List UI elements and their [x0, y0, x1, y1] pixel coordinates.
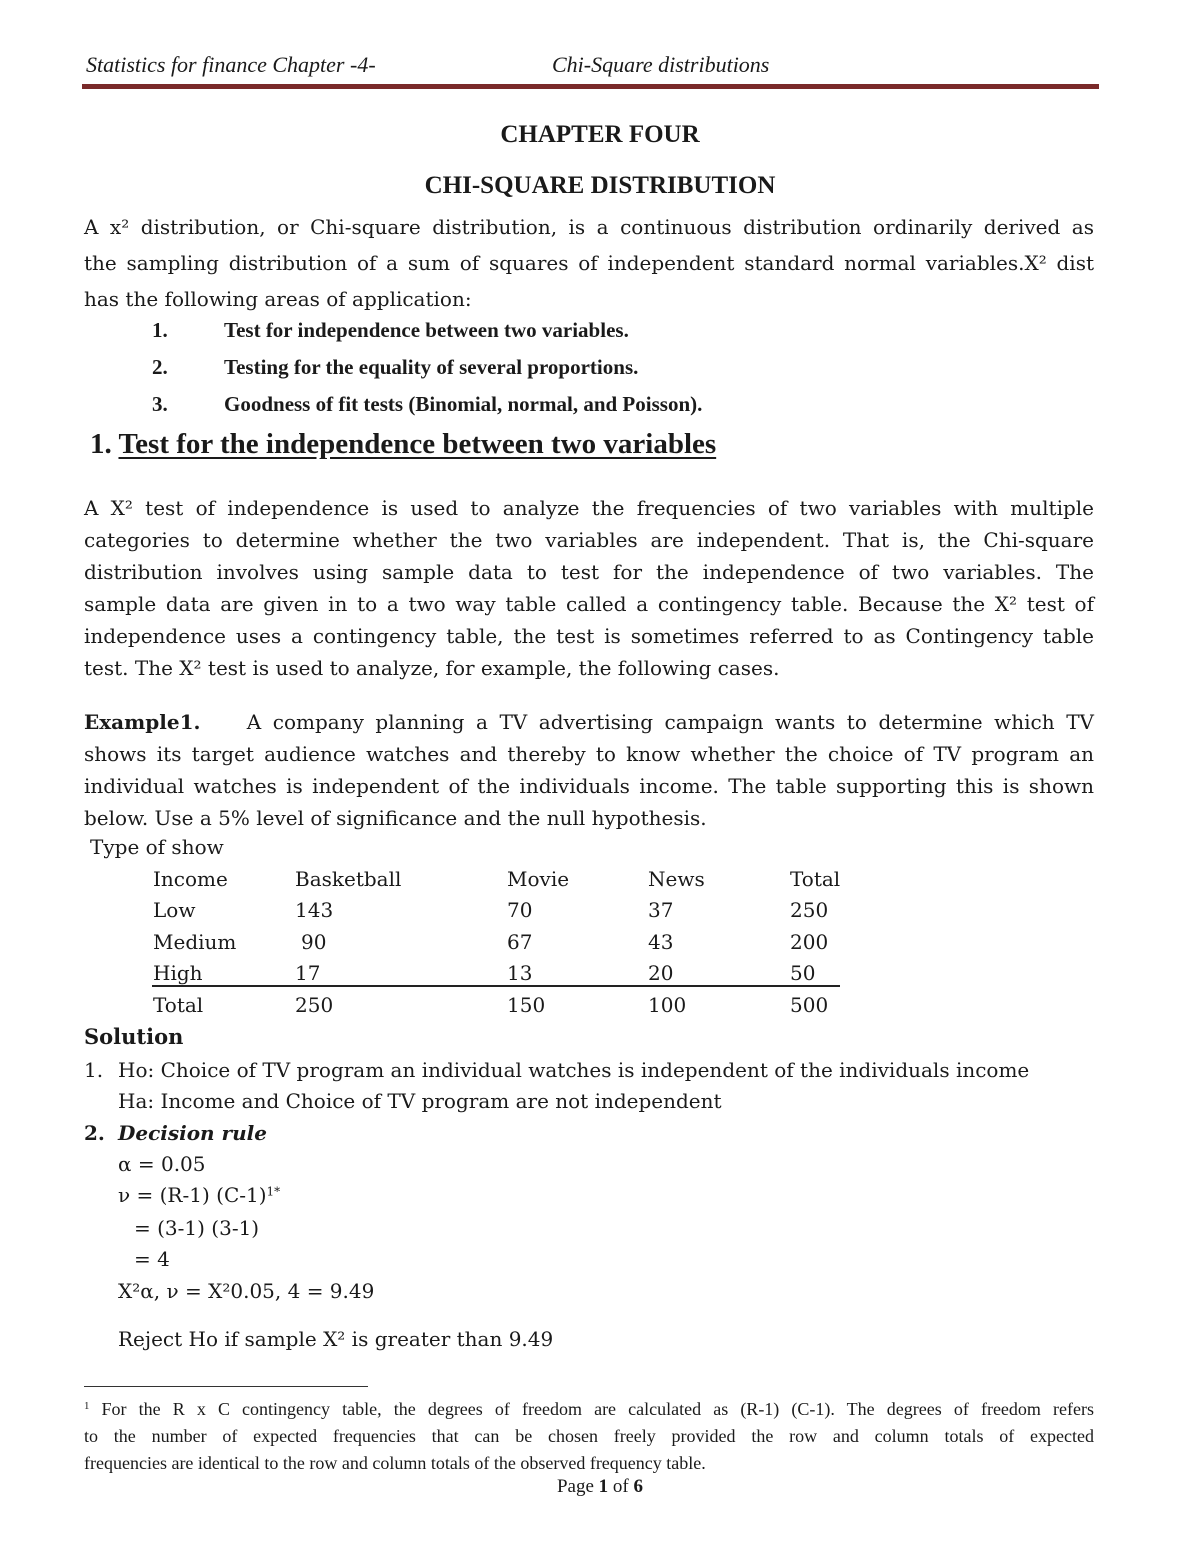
header-rule	[82, 84, 1099, 89]
footnote-marker: 1	[84, 1400, 90, 1413]
chapter-title: CHAPTER FOUR	[500, 121, 700, 148]
page-number	[0, 1476, 1200, 1498]
table-cell: Medium	[153, 930, 237, 954]
step-number: 1.	[84, 1058, 104, 1082]
table-header-movie: Movie	[507, 867, 570, 891]
table-total-rule	[152, 985, 840, 987]
table-cell: 37	[648, 898, 674, 922]
table-cell: 20	[648, 961, 674, 985]
example-text: A company planning a TV advertising campaign wants to determine which TV	[246, 710, 1094, 734]
df-result: = 4	[134, 1247, 170, 1271]
table-cell: 250	[790, 898, 829, 922]
paragraph-line: A X² test of independence is used to analyze the frequencies of two variables with multiple	[84, 496, 1094, 520]
section-heading	[90, 428, 716, 461]
application-item: Testing for the equality of several proportions.	[224, 355, 639, 379]
application-number: 1.	[152, 318, 168, 342]
section-number: 1.	[90, 428, 112, 460]
footnote	[84, 1396, 1094, 1477]
df-substitution: = (3-1) (3-1)	[134, 1216, 260, 1240]
page-prefix: Page	[556, 1476, 594, 1497]
table-cell: 200	[790, 930, 829, 954]
nu-formula: ν = (R-1) (C-1)	[118, 1183, 267, 1207]
example-line: below. Use a 5% level of significance and the null hypothesis.	[84, 806, 707, 830]
paragraph-line: independence uses a contingency table, the test is sometimes referred to as Contingency table	[84, 624, 1094, 648]
table-cell: 150	[507, 993, 546, 1017]
application-number: 2.	[152, 355, 168, 379]
running-header-right: Chi-Square distributions	[552, 52, 770, 77]
example-line-1	[84, 706, 1094, 738]
alternative-hypothesis: Ha: Income and Choice of TV program are not independent	[118, 1089, 722, 1113]
table-cell: High	[153, 961, 203, 985]
page-current: 1	[598, 1476, 609, 1497]
table-cell: 70	[507, 898, 533, 922]
table-header-income: Income	[153, 867, 228, 891]
table-caption: Type of show	[90, 835, 224, 859]
table-header-total: Total	[790, 867, 841, 891]
section-title: Test for the independence between two variables	[118, 428, 717, 460]
paragraph-line: distribution involves using sample data to test for the independence of two variables. The	[84, 560, 1094, 584]
table-cell: 50	[790, 961, 816, 985]
intro-paragraph	[84, 209, 1094, 317]
example-label: Example1.	[84, 710, 201, 734]
application-number: 3.	[152, 392, 168, 416]
rejection-rule: Reject Ho if sample X² is greater than 9.49	[118, 1327, 554, 1351]
page-of: of	[612, 1476, 629, 1497]
table-cell: 43	[648, 930, 674, 954]
footnote-rule	[84, 1386, 368, 1387]
paragraph-line: categories to determine whether the two variables are independent. That is, the Chi-square	[84, 528, 1094, 552]
footnote-line-1	[84, 1396, 1094, 1423]
table-cell: 100	[648, 993, 687, 1017]
table-cell: 250	[295, 993, 334, 1017]
intro-line: A x² distribution, or Chi-square distribution, is a continuous distribution ordinarily derived as	[84, 215, 1094, 239]
paragraph-line: sample data are given in to a two way table called a contingency table. Because the X² test of	[84, 592, 1094, 616]
table-cell: 17	[295, 961, 321, 985]
example-line: shows its target audience watches and thereby to know whether the choice of TV program an	[84, 742, 1094, 766]
table-cell: 67	[507, 930, 533, 954]
degrees-of-freedom	[118, 1183, 280, 1207]
table-cell: 13	[507, 961, 533, 985]
table-cell: 90	[301, 930, 327, 954]
table-header-news: News	[648, 867, 705, 891]
section-paragraph	[84, 492, 1094, 684]
table-header-basketball: Basketball	[295, 867, 402, 891]
chapter-subject: CHI-SQUARE DISTRIBUTION	[424, 172, 776, 199]
critical-value: X²α, ν = X²0.05, 4 = 9.49	[118, 1279, 375, 1303]
intro-line: the sampling distribution of a sum of squares of independent standard normal variables.X² dist	[84, 251, 1094, 275]
example-line: individual watches is independent of the individuals income. The table supporting this is shown	[84, 774, 1094, 798]
footnote-line: to the number of expected frequencies that can be chosen freely provided the row and column totals of expected	[84, 1426, 1094, 1446]
table-cell: 143	[295, 898, 334, 922]
step-number: 2.	[84, 1121, 105, 1145]
alpha-value: α = 0.05	[118, 1152, 206, 1176]
paragraph-line: test. The X² test is used to analyze, for example, the following cases.	[84, 656, 780, 680]
example-paragraph	[84, 706, 1094, 834]
null-hypothesis: Ho: Choice of TV program an individual watches is independent of the individuals income	[118, 1058, 1030, 1082]
table-cell: 500	[790, 993, 829, 1017]
application-item: Goodness of fit tests (Binomial, normal, and Poisson).	[224, 392, 703, 416]
footnote-line: frequencies are identical to the row and column totals of the observed frequency table.	[84, 1453, 706, 1473]
footnote-ref: 1*	[266, 1184, 281, 1199]
application-item: Test for independence between two variables.	[224, 318, 629, 342]
page-total: 6	[633, 1476, 643, 1497]
solution-label: Solution	[84, 1024, 184, 1049]
running-header-left: Statistics for finance Chapter -4-	[86, 52, 376, 77]
footnote-text: For the R x C contingency table, the degrees of freedom are calculated as (R-1) (C-1). The degrees of freedom refers	[101, 1399, 1094, 1419]
decision-rule-title: Decision rule	[118, 1121, 267, 1145]
table-cell: Total	[153, 993, 204, 1017]
intro-line: has the following areas of application:	[84, 287, 472, 311]
table-cell: Low	[153, 898, 196, 922]
